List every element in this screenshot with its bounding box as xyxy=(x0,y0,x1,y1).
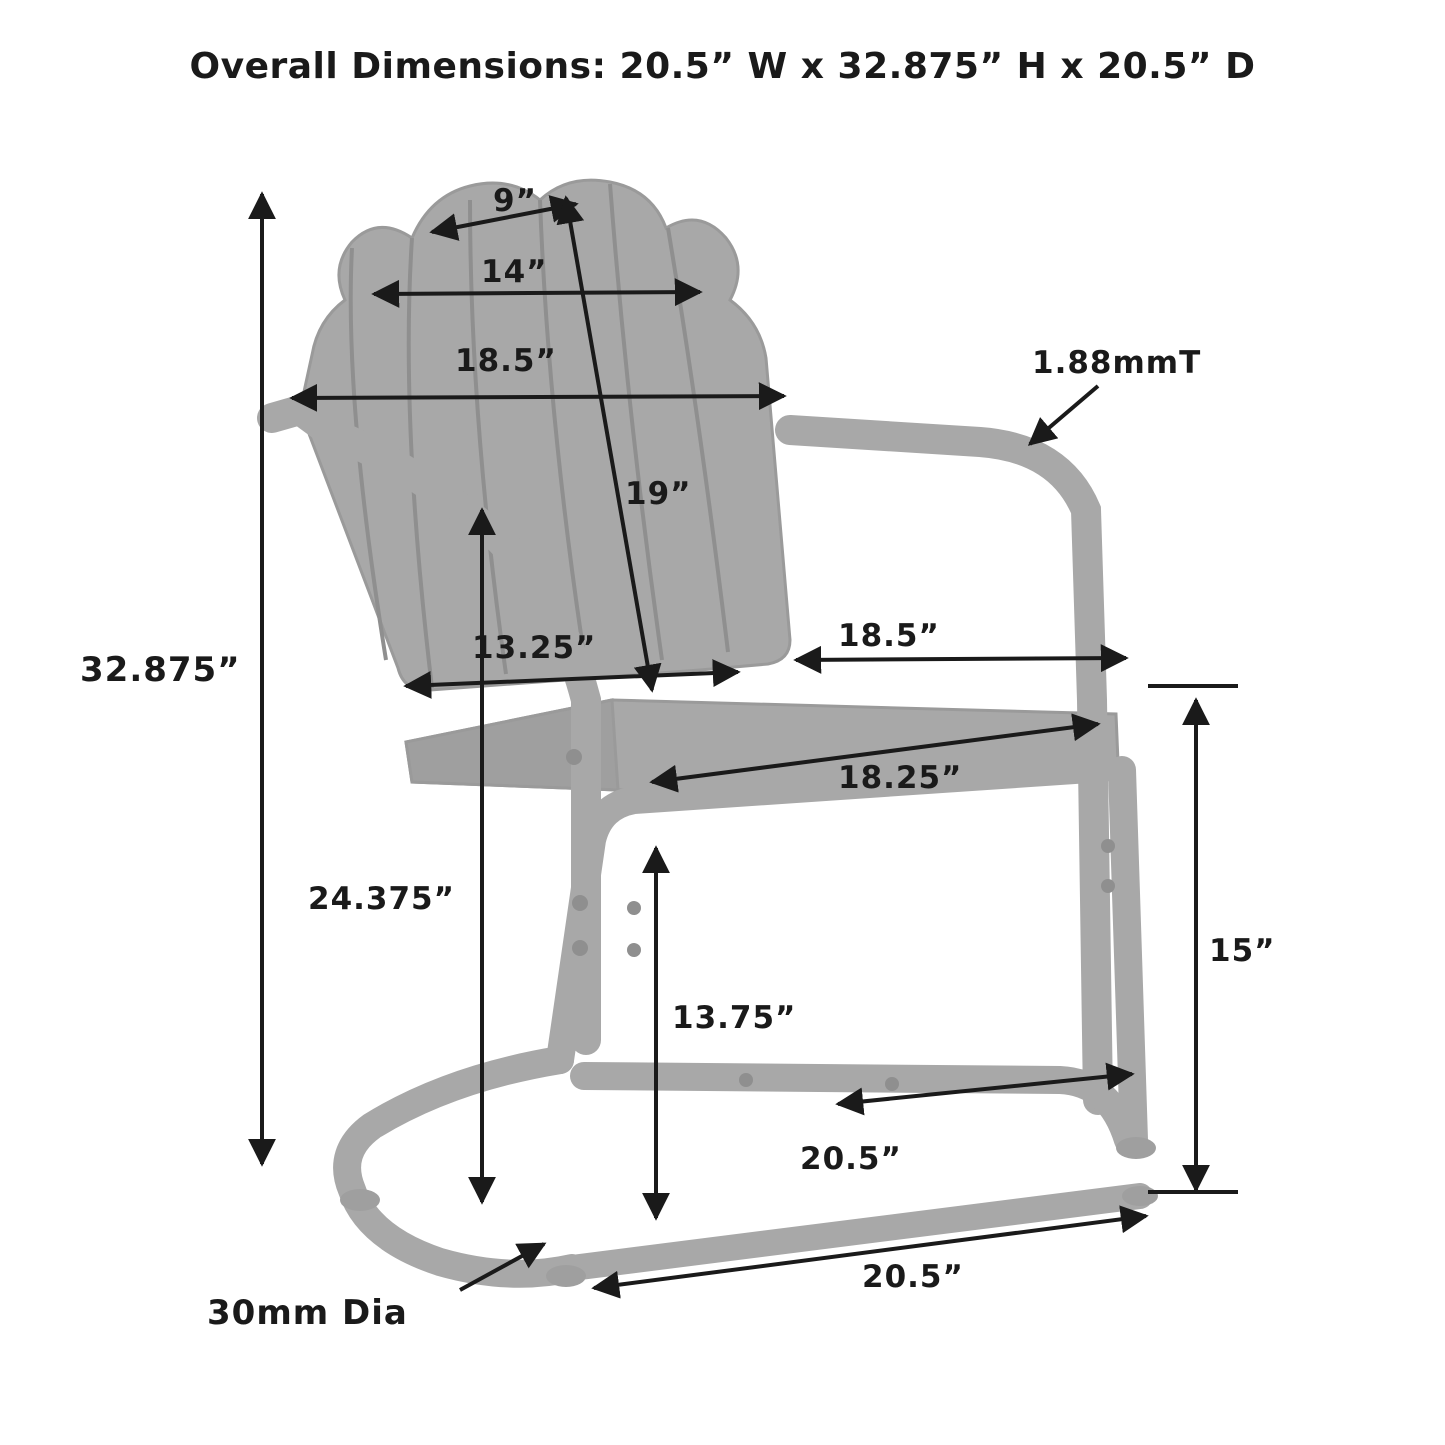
dimension-label-base-width: 20.5” xyxy=(862,1259,964,1295)
dimension-label-seat-back-height: 24.375” xyxy=(308,881,455,917)
dimension-label-back-height-diagonal: 19” xyxy=(625,476,692,512)
dimline-base-depth xyxy=(838,1074,1132,1104)
dimension-label-material-thickness: 1.88mmT xyxy=(1032,345,1202,381)
dimension-label-arm-span-width: 18.5” xyxy=(838,618,940,654)
dimline-back-mid-width xyxy=(374,292,700,294)
dimline-back-lower-width xyxy=(292,396,784,398)
dimension-label-back-mid-width: 14” xyxy=(481,254,548,290)
dimension-label-overall-height: 32.875” xyxy=(80,650,241,690)
page-title: Overall Dimensions: 20.5” W x 32.875” H x 20.5” D xyxy=(189,46,1256,87)
leader-material-thickness xyxy=(1030,386,1098,444)
leader-tube-diameter xyxy=(460,1244,544,1290)
dimension-label-seat-height: 13.75” xyxy=(672,1000,797,1036)
dimline-seat-depth-rear xyxy=(406,672,738,686)
dimline-back-height-diagonal xyxy=(566,198,652,690)
dimline-arm-span-width xyxy=(796,658,1126,660)
dimension-label-side-height: 15” xyxy=(1209,933,1276,969)
dimension-label-seat-width: 18.25” xyxy=(838,760,963,796)
dimension-label-back-lower-width: 18.5” xyxy=(455,343,557,379)
dimension-label-seat-depth-rear: 13.25” xyxy=(472,630,597,666)
dimension-label-base-depth: 20.5” xyxy=(800,1141,902,1177)
dimension-label-tube-diameter: 30mm Dia xyxy=(207,1293,408,1333)
dimension-label-back-top-width: 9” xyxy=(493,183,537,219)
